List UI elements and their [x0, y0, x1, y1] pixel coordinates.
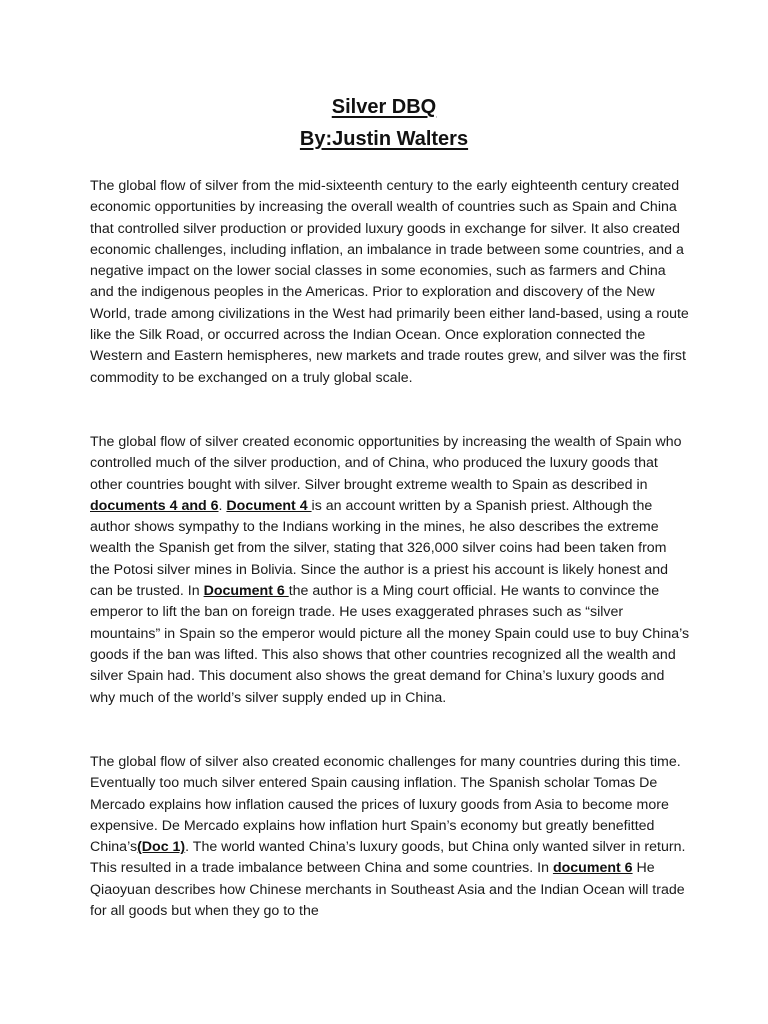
document-title: Silver DBQ [331, 96, 437, 118]
document-reference: documents 4 and 6 [90, 497, 219, 514]
paragraph-text: He Qiaoyuan describes how Chinese merchants in Southeast Asia and the Indian Ocean will trade for all goods but when they go to the [90, 860, 685, 920]
paragraph-text: The global flow of silver from the mid-sixteenth century to the early eighteenth century created economic opportunities by increasing the overall wealth of countries such as Spain and China that controlled silver production or provided luxury goods in exchange for silver. It also created economic challenges, including inflation, an imbalance in trade between some countries, and a negative impact on the lower social classes in some economies, such as farmers and China and the indigenous peoples in the Americas. Prior to exploration and discovery of the New World, trade among civilizations in the West had primarily been either land-based, using a route like the Silk Road, or occurred across the Indian Ocean. Once exploration connected the Western and Eastern hemispheres, new markets and trade routes grew, and silver was the first commodity to be exchanged on a truly global scale. [90, 178, 689, 386]
document-reference: (Doc 1) [137, 839, 186, 856]
document-author: By:Justin Walters [299, 128, 469, 150]
paragraph-text: is an account written by a Spanish priest. Although the author shows sympathy to the Indians working in the mines, he also describes the extreme wealth the Spanish get from the silver, stating that 326,000 silver coins had been taken from the Potosi silver mines in Bolivia. Since the author is a priest his account is likely honest and can be trusted. In [90, 497, 669, 600]
paragraph-3 [90, 752, 690, 922]
document-reference: Document 4 [226, 497, 312, 514]
document-reference: document 6 [552, 860, 633, 877]
paragraph-1 [90, 176, 690, 389]
document-reference: Document 6 [203, 583, 289, 600]
paragraph-text: the author is a Ming court official. He wants to convince the emperor to lift the ban on foreign trade. He uses exaggerated phrases such as “silver mountains” in Spain so the emperor would picture all the money Spain could use to buy China’s goods if the ban was lifted. This also shows that other countries recognized all the wealth and silver Spain had. This document also shows the great demand for China’s luxury goods and why much of the world’s silver supply ended up in China. [90, 583, 690, 706]
paragraph-text: The global flow of silver created economic opportunities by increasing the wealth of Spain who controlled much of the silver production, and of China, who produced the luxury goods that other countries bought with silver. Silver brought extreme wealth to Spain as described in [90, 434, 682, 493]
paragraph-text: . [218, 497, 227, 514]
paragraph-text: . The world wanted China’s luxury goods, but China only wanted silver in return. This resulted in a trade imbalance between China and some countries. In [90, 839, 686, 877]
paragraph-text: The global flow of silver also created economic challenges for many countries during this time. Eventually too much silver entered Spain causing inflation. The Spanish scholar Tomas De Mercado explains how inflation caused the prices of luxury goods from Asia to become more expensive. De Mercado explains how inflation hurt Spain’s economy but greatly benefitted China’s [90, 754, 681, 856]
paragraph-2 [90, 432, 690, 709]
